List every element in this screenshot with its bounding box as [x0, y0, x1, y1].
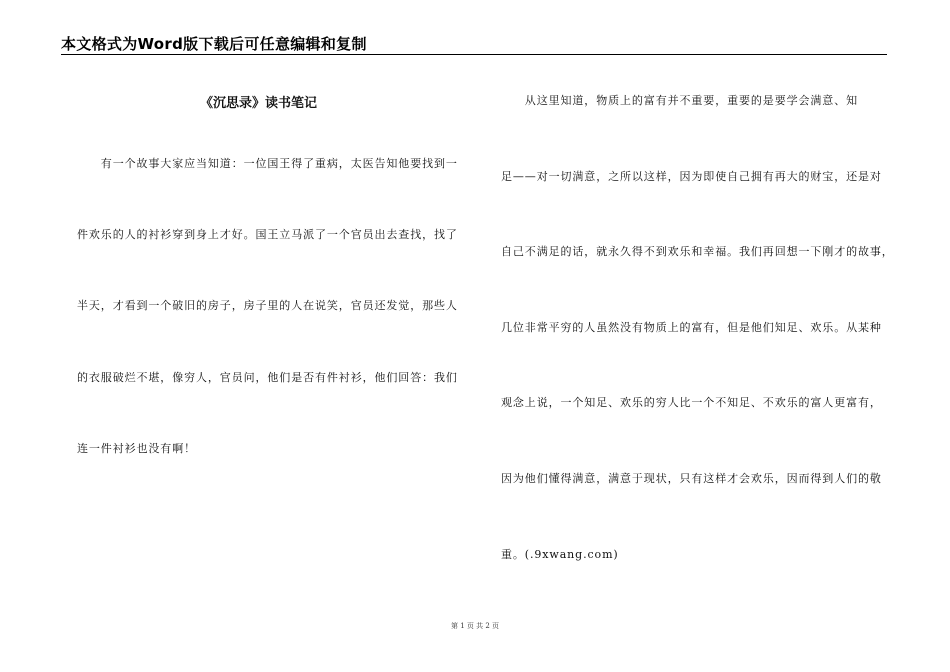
text-line: 足——对一切满意，之所以这样，因为即使自己拥有再大的财宝，还是对 — [501, 169, 882, 183]
text-line: 从这里知道，物质上的富有并不重要，重要的是要学会满意、知 — [501, 94, 858, 107]
right-column — [501, 92, 894, 621]
text-line: 有一个故事大家应当知道：一位国王得了重病，太医告知他要找到一 — [77, 157, 458, 170]
text-line: 半天，才看到一个破旧的房子，房子里的人在说笑，官员还发觉，那些人 — [77, 299, 458, 313]
text-line: 的衣服破烂不堪，像穷人，官员问，他们是否有件衬衫，他们回答：我们 — [77, 370, 458, 384]
text-line: 自己不满足的话，就永久得不到欢乐和幸福。我们再回想一下刚才的故事， — [501, 245, 894, 259]
left-column — [77, 155, 458, 511]
text-line: 件欢乐的人的衬衫穿到身上才好。国王立马派了一个官员出去查找，找了 — [77, 228, 458, 242]
article-title: 《沉思录》读书笔记 — [200, 96, 318, 111]
text-line: 观念上说，一个知足、欢乐的穷人比一个不知足、不欢乐的富人更富有， — [501, 396, 882, 410]
text-line: 重。(.9xwang.com) — [501, 547, 619, 561]
document-header: 本文格式为Word版下载后可任意编辑和复制 — [61, 35, 367, 53]
header-rule — [61, 54, 887, 55]
page-number: 第 1 页 共 2 页 — [450, 622, 500, 630]
text-line: 连一件衬衫也没有啊！ — [77, 441, 196, 455]
text-line: 几位非常平穷的人虽然没有物质上的富有，但是他们知足、欢乐。从某种 — [501, 320, 882, 334]
text-line: 因为他们懂得满意，满意于现状，只有这样才会欢乐，因而得到人们的敬 — [501, 471, 882, 485]
